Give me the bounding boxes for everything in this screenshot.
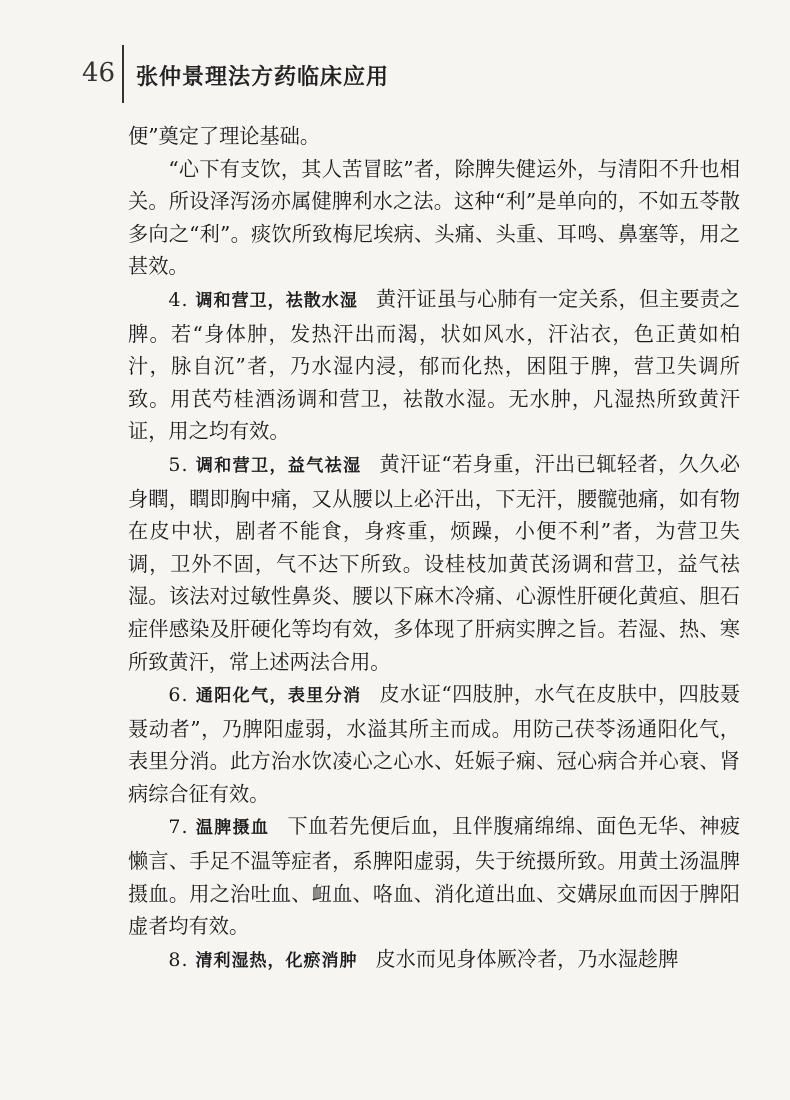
section-number: 7. xyxy=(168,816,189,839)
paragraph-text: 皮水而见身体厥冷者，乃水湿趁脾 xyxy=(375,946,679,971)
section-heading-text: 通阳化气，表里分消 xyxy=(195,686,362,707)
section-heading xyxy=(168,686,361,706)
running-header xyxy=(0,40,790,120)
section-heading-text: 温脾摄血 xyxy=(195,818,270,839)
section-number: 6. xyxy=(168,684,189,707)
paragraph-text: “心下有支饮，其人苦冒眩”者，除脾失健运外，与清阳不升也相关。所设泽泻汤亦属健脾利水之法。这种“利”是单向的，不如五苓散多向之“利”。痰饮所致梅尼埃病、头痛、头重、耳鸣、鼻塞等，用之甚效。 xyxy=(128,156,740,279)
section-heading-text: 调和营卫，祛散水湿 xyxy=(195,290,358,311)
header-divider xyxy=(122,45,124,103)
paragraph xyxy=(128,120,740,153)
section-paragraph xyxy=(128,943,740,978)
page-number: 46 xyxy=(82,58,116,88)
section-heading-text: 调和营卫，益气祛湿 xyxy=(195,455,362,476)
section-heading xyxy=(168,948,358,971)
section-number: 5. xyxy=(168,453,189,476)
book-title: 张仲景理法方药临床应用 xyxy=(136,65,390,90)
section-number: 4. xyxy=(168,288,189,311)
paragraph-text: 下血若先便后血，且伴腹痛绵绵、面色无华、神疲懒言、手足不温等症者，系脾阳虚弱，失于统摄所致。用黄土汤温脾摄血。用之治吐血、衄血、咯血、消化道出血、交媾尿血而因于脾阳虚者均有效。 xyxy=(128,814,741,939)
section-paragraph xyxy=(128,448,740,678)
paragraph xyxy=(128,153,740,283)
section-paragraph xyxy=(128,678,740,810)
paragraph-text: 便”奠定了理论基础。 xyxy=(128,124,321,148)
body-text xyxy=(128,120,740,977)
section-heading xyxy=(168,453,362,476)
paragraph-text: 皮水证“四肢肿，水气在皮肤中，四肢聂聂动者”，乃脾阳虚弱，水溢其所主而成。用防己茯苓汤通阳化气，表里分消。此方治水饮凌心之心水、妊娠子痫、冠心病合并心衰、肾病综合征有效。 xyxy=(128,682,741,806)
section-paragraph xyxy=(128,810,740,942)
section-heading xyxy=(168,288,358,311)
paragraph-text: 黄汗证“若身重，汗出已辄轻者，久久必身瞤，瞤即胸中痛，又从腰以上必汗出，下无汗，腰髋弛痛，如有物在皮中状，剧者不能食，身疼重，烦躁，小便不利”者，为营卫失调，卫外不固，气不达下所致。设桂枝加黄芪汤调和营卫，益气祛湿。该法对过敏性鼻炎、腰以下麻木冷痛、心源性肝硬化黄疸、胆石症伴感染及肝硬化等均有效，多体现了肝病实脾之旨。若湿、热、寒所致黄汗，常上述两法合用。 xyxy=(128,451,741,674)
section-heading-text: 清利湿热，化瘀消肿 xyxy=(195,950,358,971)
section-heading xyxy=(168,818,269,838)
section-number: 8. xyxy=(168,948,189,971)
paragraph-text: 黄汗证虽与心肺有一定关系，但主要责之脾。若“身体肿，发热汗出而渴，状如风水，汗沾衣，色正黄如柏汁，脉自沉”者，乃水湿内浸，郁而化热，困阻于脾，营卫失调所致。用芪芍桂酒汤调和营卫，祛散水湿。无水肿，凡湿热所致黄汗证，用之均有效。 xyxy=(128,286,740,444)
section-paragraph xyxy=(128,283,740,448)
